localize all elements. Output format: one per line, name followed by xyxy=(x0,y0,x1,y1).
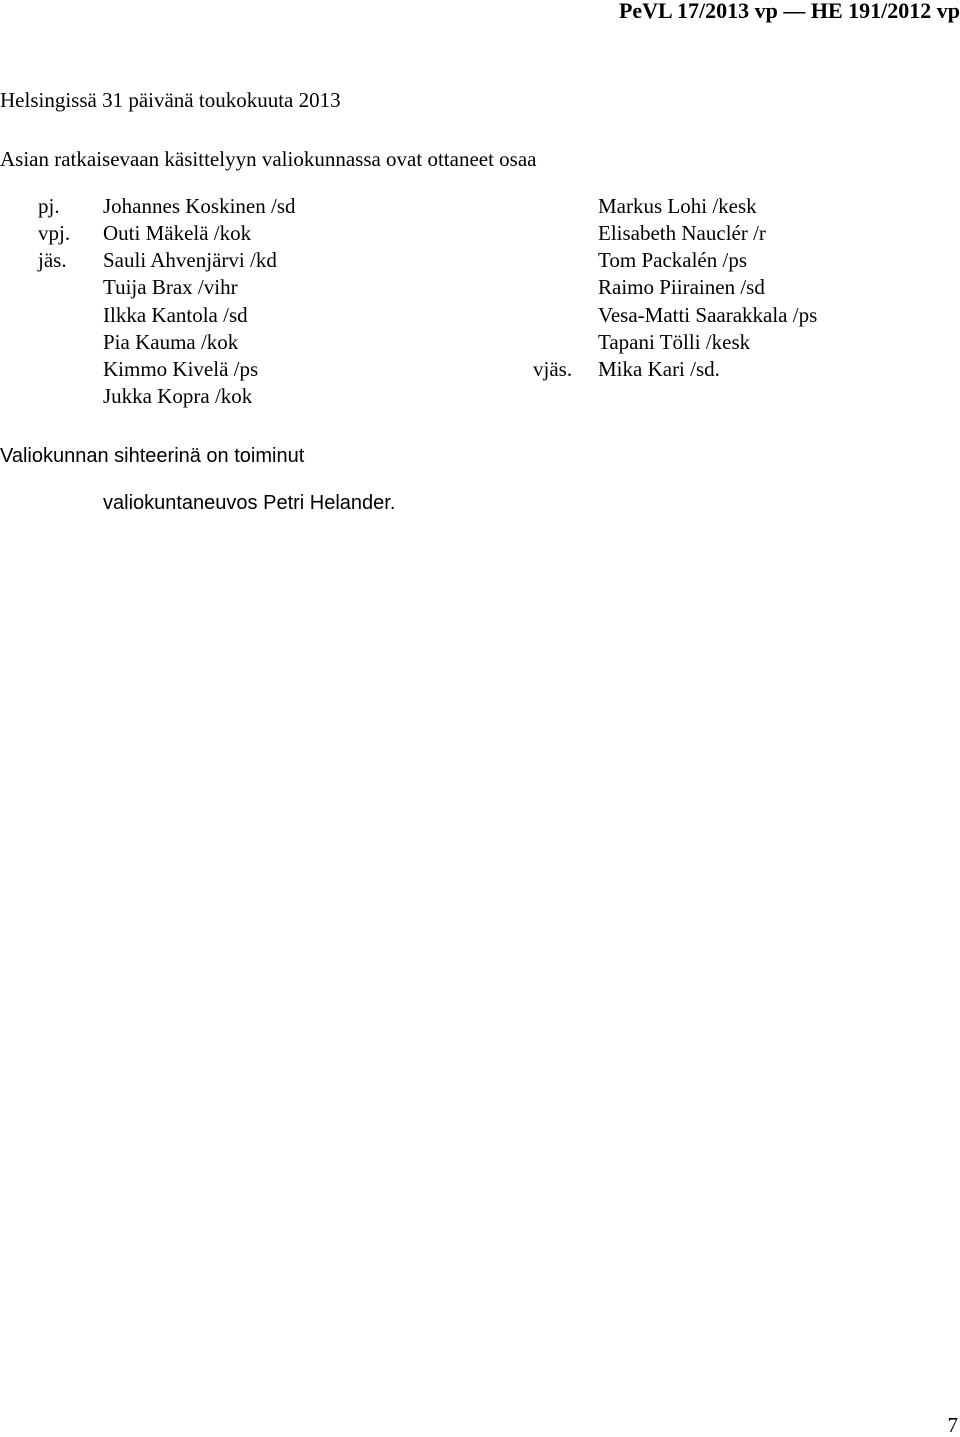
member-name: Markus Lohi /kesk xyxy=(598,194,757,218)
member-role: vpj. xyxy=(38,221,71,245)
member-name: Johannes Koskinen /sd xyxy=(103,194,296,218)
member-name: Elisabeth Nauclér /r xyxy=(598,221,766,245)
participants-intro: Asian ratkaisevaan käsittelyyn valiokunnassa ovat ottaneet osaa xyxy=(0,147,537,171)
secretary-name: valiokuntaneuvos Petri Helander. xyxy=(103,492,396,514)
member-name: Tapani Tölli /kesk xyxy=(598,330,751,354)
document-header: PeVL 17/2013 vp — HE 191/2012 vp xyxy=(618,0,960,23)
member-name: Ilkka Kantola /sd xyxy=(103,303,248,327)
member-name: Vesa-Matti Saarakkala /ps xyxy=(598,303,818,327)
member-role: vjäs. xyxy=(533,357,573,381)
member-name: Kimmo Kivelä /ps xyxy=(103,357,259,381)
page-number: 7 xyxy=(947,1413,958,1437)
member-name: Tom Packalén /ps xyxy=(598,248,747,272)
member-name: Raimo Piirainen /sd xyxy=(598,275,765,299)
secretary-intro: Valiokunnan sihteerinä on toiminut xyxy=(0,445,305,467)
member-role: jäs. xyxy=(38,248,67,272)
member-name: Sauli Ahvenjärvi /kd xyxy=(103,248,277,272)
member-name: Mika Kari /sd. xyxy=(598,357,720,381)
member-role: pj. xyxy=(38,194,60,218)
member-name: Outi Mäkelä /kok xyxy=(103,221,252,245)
member-name: Pia Kauma /kok xyxy=(103,330,239,354)
date-line: Helsingissä 31 päivänä toukokuuta 2013 xyxy=(0,88,341,112)
member-name: Tuija Brax /vihr xyxy=(103,275,238,299)
member-name: Jukka Kopra /kok xyxy=(103,384,253,408)
